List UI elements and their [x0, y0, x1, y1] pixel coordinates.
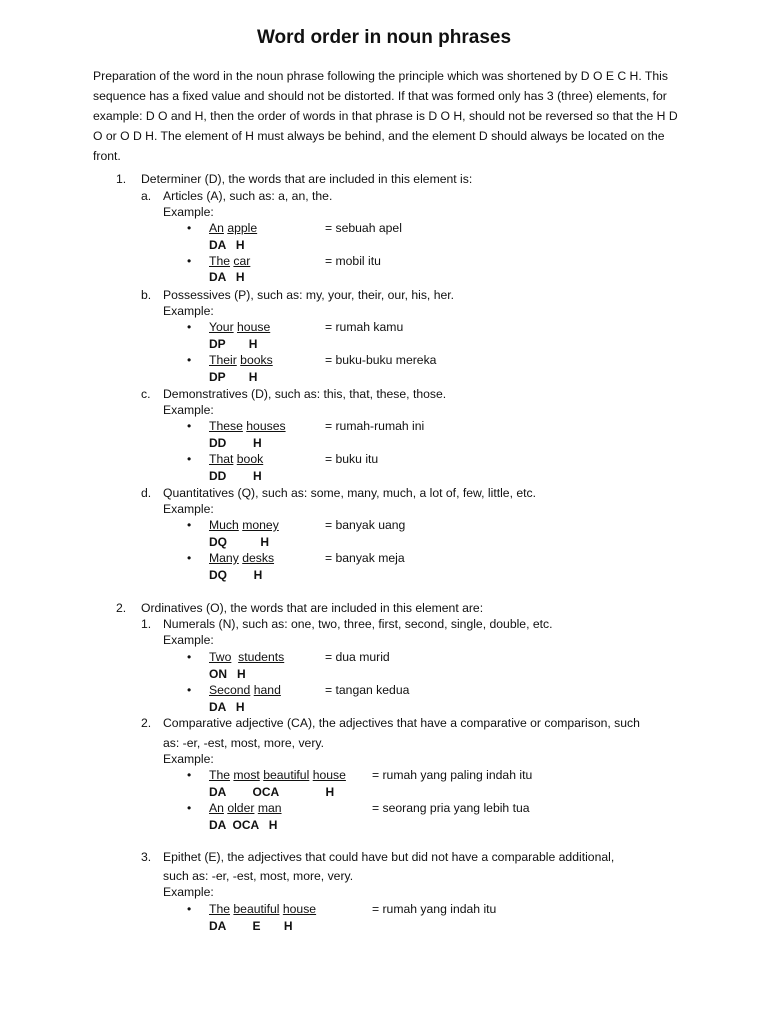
example-word: car: [233, 254, 251, 268]
example-code: ON H: [209, 667, 246, 681]
example-word: houses: [246, 419, 286, 433]
example-code: DA H: [209, 700, 245, 714]
example-phrase: [209, 801, 282, 816]
item-label: 3.: [141, 850, 152, 864]
intro-paragraph: Preparation of the word in the noun phrase following the principle which was shortened by D O E C H. This sequence has a fixed value and should not be distorted. If that was formed only has 3 (three) elements, for example: D O and H, then the order of words in that phrase is D O H, should not be reversed so that the H D O or O D H. The element of H must always be behind, and the element D should always be located on the front.: [93, 69, 678, 163]
example-label: Example:: [163, 403, 214, 417]
bullet-icon: •: [187, 768, 192, 782]
example-translation: = rumah yang paling indah itu: [372, 768, 533, 782]
item-text: Numerals (N), such as: one, two, three, first, second, single, double, etc.: [163, 617, 553, 631]
bullet-icon: •: [187, 518, 192, 532]
example-translation: = tangan kedua: [325, 683, 410, 697]
example-code: DA H: [209, 270, 245, 284]
example-code: DD H: [209, 469, 262, 483]
example-translation: = mobil itu: [325, 254, 381, 268]
example-phrase: [209, 419, 286, 434]
example-code: DQ H: [209, 535, 270, 549]
example-word: beautiful: [263, 768, 310, 782]
example-translation: = rumah yang indah itu: [372, 902, 497, 916]
example-phrase: [209, 551, 274, 566]
example-word: desks: [242, 551, 275, 565]
item-text: Demonstratives (D), such as: this, that, these, those.: [163, 387, 447, 401]
example-word: The: [209, 254, 231, 268]
example-phrase: [209, 902, 316, 917]
item-text: Epithet (E), the adjectives that could have but did not have a comparable additional,: [163, 850, 615, 864]
example-word: hand: [253, 683, 281, 697]
example-translation: = buku itu: [325, 452, 379, 466]
example-code: DP H: [209, 370, 258, 384]
example-code: DA H: [209, 238, 245, 252]
item-text: Comparative adjective (CA), the adjectives that have a comparative or comparison, such: [163, 716, 640, 730]
bullet-icon: •: [187, 353, 192, 367]
item-label: c.: [141, 387, 151, 401]
example-word: beautiful: [233, 902, 280, 916]
example-label: Example:: [163, 885, 214, 899]
example-word: The: [209, 768, 231, 782]
item-label: d.: [141, 486, 152, 500]
section-heading: Determiner (D), the words that are included in this element is:: [141, 172, 473, 186]
example-phrase: [209, 768, 346, 783]
example-word: Many: [209, 551, 239, 565]
example-phrase: [209, 353, 273, 368]
bullet-icon: •: [187, 801, 192, 815]
example-word: That: [209, 452, 234, 466]
example-translation: = sebuah apel: [325, 221, 402, 235]
example-word: apple: [227, 221, 258, 235]
example-translation: = rumah-rumah ini: [325, 419, 425, 433]
example-code: DP H: [209, 337, 258, 351]
bullet-icon: •: [187, 320, 192, 334]
bullet-icon: •: [187, 551, 192, 565]
example-word: The: [209, 902, 231, 916]
section-number: 2.: [116, 601, 127, 615]
example-word: Much: [209, 518, 239, 532]
example-code: DA E H: [209, 919, 293, 933]
example-phrase: [209, 254, 250, 269]
example-label: Example:: [163, 633, 214, 647]
example-translation: = buku-buku mereka: [325, 353, 437, 367]
example-phrase: [209, 221, 257, 236]
page-title: Word order in noun phrases: [256, 27, 512, 48]
bullet-icon: •: [187, 419, 192, 433]
example-code: DA OCA H: [209, 818, 278, 832]
item-text: Articles (A), such as: a, an, the.: [163, 189, 333, 203]
example-word: house: [312, 768, 346, 782]
example-word: house: [282, 902, 317, 916]
example-word: older: [227, 801, 255, 815]
section-number: 1.: [116, 172, 127, 186]
example-code: DQ H: [209, 568, 263, 582]
example-translation: = banyak meja: [325, 551, 405, 565]
example-code: DA OCA H: [209, 785, 335, 799]
example-word: money: [242, 518, 279, 532]
example-word: book: [236, 452, 264, 466]
item-label: b.: [141, 288, 152, 302]
item-text-continued: as: -er, -est, most, more, very.: [163, 736, 324, 750]
item-text: Quantitatives (Q), such as: some, many, much, a lot of, few, little, etc.: [163, 486, 536, 500]
bullet-icon: •: [187, 902, 192, 916]
item-label: a.: [141, 189, 152, 203]
example-word: An: [209, 801, 224, 815]
example-phrase: [209, 452, 263, 467]
example-word: most: [233, 768, 260, 782]
item-label: 2.: [141, 716, 152, 730]
item-text: Possessives (P), such as: my, your, their, our, his, her.: [163, 288, 455, 302]
section-heading: Ordinatives (O), the words that are included in this element are:: [141, 601, 484, 615]
example-phrase: [209, 320, 270, 335]
bullet-icon: •: [187, 650, 192, 664]
example-word: Their: [209, 353, 237, 367]
bullet-icon: •: [187, 683, 192, 697]
example-translation: = rumah kamu: [325, 320, 404, 334]
example-phrase: [209, 683, 281, 698]
example-label: Example:: [163, 502, 214, 516]
example-word: house: [237, 320, 271, 334]
example-translation: = banyak uang: [325, 518, 406, 532]
bullet-icon: •: [187, 254, 192, 268]
example-label: Example:: [163, 304, 214, 318]
example-translation: = seorang pria yang lebih tua: [372, 801, 530, 815]
example-translation: = dua murid: [325, 650, 390, 664]
bullet-icon: •: [187, 221, 192, 235]
example-word: Your: [209, 320, 234, 334]
bullet-icon: •: [187, 452, 192, 466]
item-label: 1.: [141, 617, 152, 631]
example-word: An: [209, 221, 224, 235]
example-label: Example:: [163, 205, 214, 219]
example-word: students: [238, 650, 285, 664]
example-code: DD H: [209, 436, 262, 450]
example-word: man: [257, 801, 282, 815]
example-word: Two: [209, 650, 232, 664]
example-word: books: [240, 353, 273, 367]
example-word: These: [209, 419, 243, 433]
example-label: Example:: [163, 752, 214, 766]
example-word: Second: [209, 683, 251, 697]
example-phrase: [209, 518, 279, 533]
example-phrase: [209, 650, 284, 665]
item-text-continued: such as: -er, -est, most, more, very.: [163, 869, 354, 883]
